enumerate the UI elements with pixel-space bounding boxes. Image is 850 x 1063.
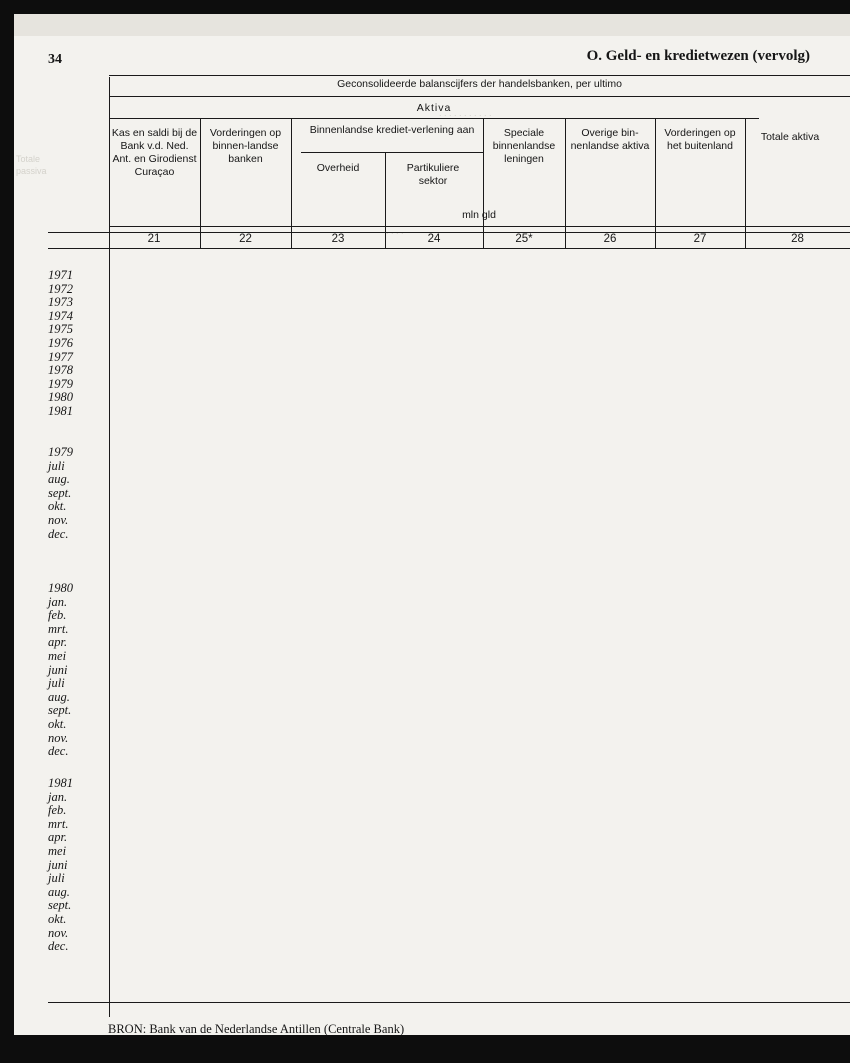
col-header-totale-aktiva: Totale aktiva: [760, 131, 820, 143]
section-year-label: 1981: [48, 776, 73, 790]
row-label: juli: [48, 676, 65, 691]
row-label: nov.: [48, 513, 69, 527]
row-label: juli: [48, 871, 65, 886]
row-label: apr.: [48, 635, 68, 650]
col-number: 27: [693, 233, 707, 245]
row-label: 1975: [48, 322, 73, 337]
row-label: jan.: [48, 594, 68, 609]
col-rule: [483, 118, 484, 248]
row-label: jan.: [48, 789, 68, 804]
header-rule-top: [109, 75, 850, 76]
col-number: 24: [427, 233, 441, 245]
row-label: dec.: [48, 744, 69, 759]
col-rule: [565, 118, 566, 248]
row-label: sept.: [48, 703, 72, 718]
col-header-vorderingen-binnenlandse-banken: Vorderingen op binnen-landse banken: [209, 127, 282, 165]
col-rule: [655, 118, 656, 248]
unit-label: mln gld: [462, 209, 496, 221]
row-label: sept.: [48, 485, 72, 500]
col-number: 23: [331, 233, 345, 245]
table-left-rule: [109, 77, 110, 1017]
col-rule: [291, 118, 292, 248]
row-label: 1976: [48, 336, 73, 350]
table-title: Geconsolideerde balanscijfers der handelsbanken, per ultimo: [337, 78, 622, 90]
col-header-speciale-leningen: Speciale binnenlandse leningen: [492, 127, 556, 165]
header-rule-numbers-bottom: [48, 248, 850, 249]
source-note: BRON: Bank van de Nederlandse Antillen (Centrale Bank): [108, 1022, 405, 1035]
row-label: 1971: [48, 268, 73, 282]
row-label: 1974: [48, 308, 73, 323]
header-rule-unit: [109, 226, 850, 227]
ghost-text: . . . . . . . . . . .: [439, 108, 492, 118]
row-label: 1979: [48, 376, 73, 391]
row-label: aug.: [48, 884, 70, 899]
row-label: 1972: [48, 281, 73, 296]
col-number: 22: [239, 233, 252, 245]
col-header-kas: Kas en saldi bij de Bank v.d. Ned. Ant. en Girodienst Curaçao: [111, 127, 198, 178]
page-number: 34: [48, 52, 62, 67]
binnenlandse-kredietverlening-header: Binnenlandse krediet-verlening aan: [309, 124, 475, 136]
row-label: 1977: [48, 349, 73, 364]
section-year-label: 1979: [48, 445, 73, 459]
row-label: juni: [48, 857, 68, 872]
row-label: nov.: [48, 925, 69, 940]
row-label: juni: [48, 662, 68, 677]
row-label: dec.: [48, 526, 69, 541]
row-label: apr.: [48, 830, 68, 845]
col-header-vorderingen-buitenland: Vorderingen op het buitenland: [664, 127, 736, 152]
col-rule: [745, 118, 746, 248]
aktiva-header: Aktiva: [416, 102, 452, 114]
ghost-text: Totale: [16, 154, 41, 164]
row-label: okt.: [48, 717, 67, 731]
row-label: mei: [48, 649, 67, 663]
row-label: aug.: [48, 689, 70, 704]
col-number: 25*: [515, 233, 533, 245]
col-number: 26: [603, 233, 617, 245]
row-label: nov.: [48, 730, 69, 745]
row-label: 1973: [48, 295, 73, 310]
section-title: O. Geld- en kredietwezen (vervolg): [586, 48, 810, 64]
col-header-overige-aktiva: Overige bin-nenlandse aktiva: [570, 127, 650, 152]
ghost-text: passiva: [16, 166, 47, 176]
col-number: 28: [791, 233, 804, 245]
row-label: feb.: [48, 803, 67, 818]
col-header-partikuliere-sektor: Partikuliere sektor: [406, 162, 460, 187]
row-label: sept.: [48, 898, 72, 913]
row-label: mrt.: [48, 621, 69, 636]
header-rule-title: [109, 96, 850, 97]
row-label: okt.: [48, 499, 67, 514]
row-label: feb.: [48, 608, 67, 623]
row-label: mei: [48, 844, 67, 858]
row-label: mrt.: [48, 816, 69, 831]
table-bottom-rule: [48, 1002, 850, 1003]
col-number: 21: [147, 233, 161, 245]
row-label: aug.: [48, 472, 70, 487]
page: [14, 14, 850, 1035]
row-label: 1978: [48, 363, 73, 378]
row-label: 1980: [48, 390, 73, 405]
row-label: okt.: [48, 912, 67, 926]
ghost-text: . . . .: [386, 226, 404, 236]
header-rule-sub: [301, 152, 483, 153]
col-header-overheid: Overheid: [316, 162, 360, 174]
row-label: 1981: [48, 404, 73, 418]
col-rule: [200, 118, 201, 248]
row-label: dec.: [48, 939, 69, 954]
scan-edge: [14, 14, 850, 36]
row-label: juli: [48, 458, 65, 473]
header-rule-aktiva: [109, 118, 759, 119]
section-year-label: 1980: [48, 581, 73, 595]
